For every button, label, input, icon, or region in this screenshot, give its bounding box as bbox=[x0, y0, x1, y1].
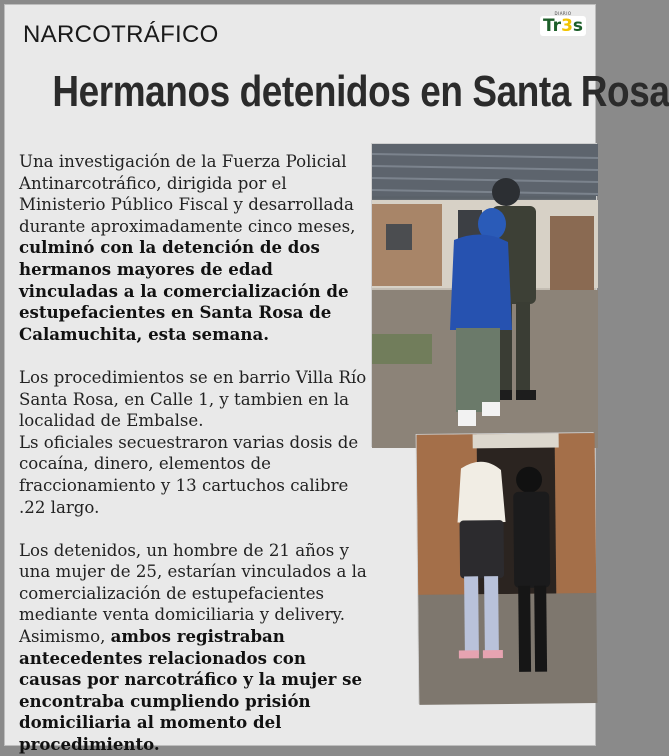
arrest-photo-2 bbox=[416, 432, 597, 704]
article-body bbox=[19, 151, 369, 756]
paragraph-3: Ls oficiales secuestraron varias dosis de cocaína, dinero, elementos de fraccionamiento y 13 cartuchos calibre .22 largo. bbox=[19, 432, 359, 517]
section-label: NARCOTRÁFICO bbox=[23, 21, 219, 48]
news-card bbox=[4, 4, 669, 755]
paragraph-1: Una investigación de la Fuerza Policial Antinarcotráfico, dirigida por el Ministerio Público Fiscal y desarrollada durante aproximadamente cinco meses, culminó con la detención de dos hermanos mayores de edad vinculadas a la comercialización de estupefacientes en Santa Rosa de Calamuchita, esta semana. bbox=[19, 152, 356, 344]
brand-logo[interactable] bbox=[539, 11, 587, 39]
paragraph-4: Los detenidos, un hombre de 21 años y una mujer de 25, estarían vinculados a la comercialización de estupefacientes mediante venta domiciliaria y delivery. Asimismo, ambos registraban antecedentes relacionados con causas por narcotráfico y la mujer se encontraba cumpliendo prisión domiciliaria al momento del procedimiento. bbox=[19, 540, 367, 755]
headline: Hermanos detenidos en Santa Rosa bbox=[52, 67, 669, 116]
logo-small-text: DIARIO bbox=[554, 11, 572, 16]
logo-mark: Tr3s bbox=[540, 16, 586, 36]
paragraph-2: Los procedimientos se en barrio Villa Río Santa Rosa, en Calle 1, y tambien en la localidad de Embalse. bbox=[19, 367, 367, 431]
arrest-photo-1 bbox=[371, 143, 597, 447]
